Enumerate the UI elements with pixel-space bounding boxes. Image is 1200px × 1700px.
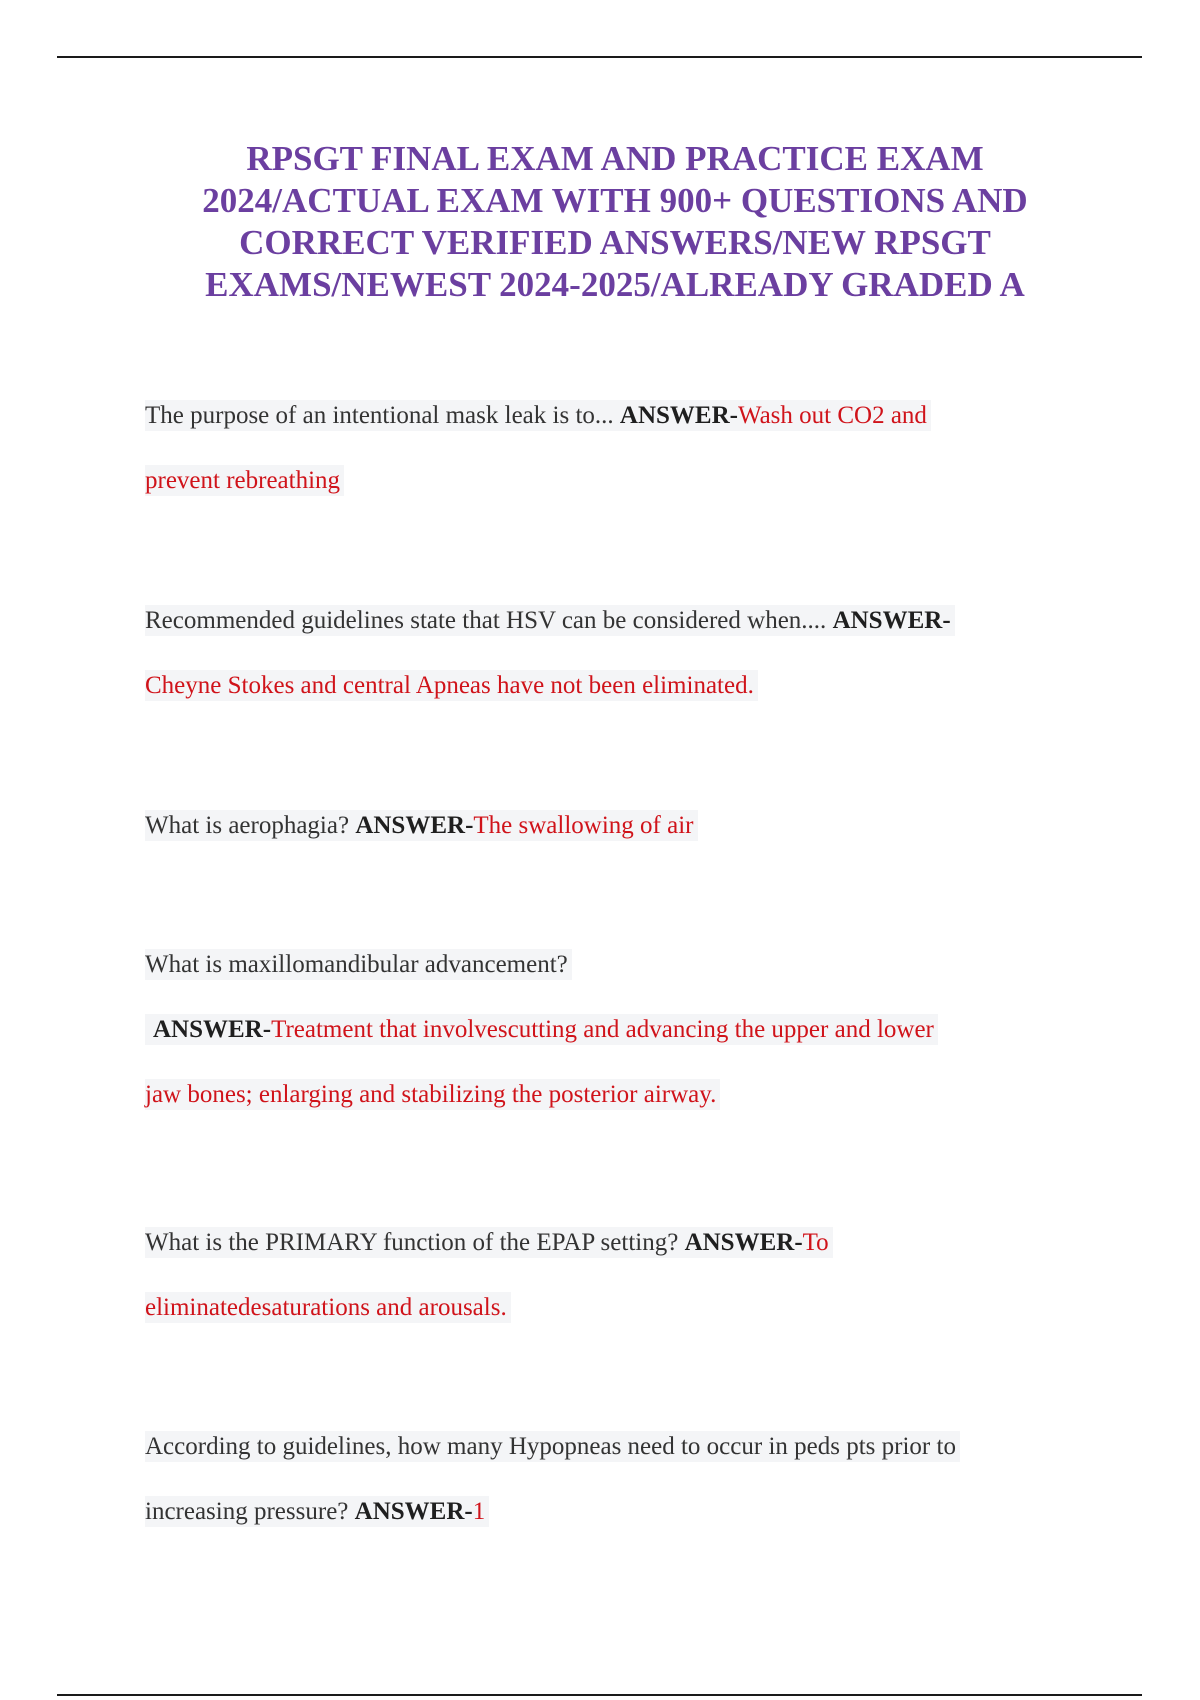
answer-dash: - [464, 1498, 473, 1525]
answer-dash: - [729, 402, 738, 429]
qa-1-line-1 [145, 400, 931, 431]
answer-text: 1 [472, 1498, 486, 1525]
title-line-3: CORRECT VERIFIED ANSWERS/NEW RPSGT [239, 223, 991, 262]
answer-label: ANSWER [619, 402, 730, 429]
question-text-continued: increasing pressure? [145, 1498, 349, 1525]
title-line-1: RPSGT FINAL EXAM AND PRACTICE EXAM [246, 139, 984, 178]
answer-label: ANSWER [153, 1016, 263, 1043]
qa-5-line-1 [145, 1227, 833, 1258]
answer-text: Treatment that involvescutting and advancing the upper and lower [271, 1016, 934, 1043]
answer-text: Wash out CO2 and [737, 402, 927, 429]
answer-label: ANSWER [832, 607, 943, 634]
title-line-4: EXAMS/NEWEST 2024-2025/ALREADY GRADED A [205, 265, 1025, 304]
question-text: What is maxillomandibular advancement? [145, 951, 568, 978]
bottom-rule [57, 1694, 1142, 1696]
question-text: The purpose of an intentional mask leak is to... [145, 402, 614, 429]
answer-dash: - [465, 812, 474, 839]
answer-text: To [802, 1229, 829, 1256]
answer-dash: - [942, 607, 951, 634]
answer-text-continued: prevent rebreathing [145, 465, 344, 496]
answer-dash: - [794, 1229, 803, 1256]
answer-label: ANSWER [684, 1229, 795, 1256]
answer-label: ANSWER [354, 1498, 465, 1525]
question-text: Recommended guidelines state that HSV can be considered when.... [145, 607, 827, 634]
answer-text: The swallowing of air [473, 812, 694, 839]
qa-item-5 [145, 1210, 1070, 1340]
answer-text-continued: eliminatedesaturations and arousals. [145, 1292, 511, 1323]
qa-item-6 [145, 1414, 1070, 1544]
qa-2-line-1 [145, 605, 955, 636]
qa-item-4 [145, 932, 1070, 1127]
qa-4-answer-line [145, 1014, 938, 1045]
answer-label: ANSWER [355, 812, 466, 839]
top-rule [57, 56, 1142, 58]
answer-text-continued: jaw bones; enlarging and stabilizing the posterior airway. [145, 1079, 720, 1110]
question-text: What is aerophagia? [145, 812, 350, 839]
qa-4-question-line [145, 949, 572, 980]
document-title [120, 138, 1110, 306]
qa-item-1 [145, 383, 1070, 513]
qa-6-line-2 [145, 1496, 489, 1527]
qa-item-2 [145, 588, 1070, 718]
question-text: According to guidelines, how many Hypopneas need to occur in peds pts prior to [145, 1433, 956, 1460]
answer-text: Cheyne Stokes and central Apneas have not been eliminated. [145, 670, 758, 701]
question-text: What is the PRIMARY function of the EPAP setting? [145, 1229, 679, 1256]
title-line-2: 2024/ACTUAL EXAM WITH 900+ QUESTIONS AND [202, 181, 1028, 220]
qa-item-3 [145, 793, 1070, 858]
qa-6-line-1 [145, 1431, 960, 1462]
answer-dash: - [262, 1016, 272, 1043]
qa-3-line-1 [145, 810, 698, 841]
